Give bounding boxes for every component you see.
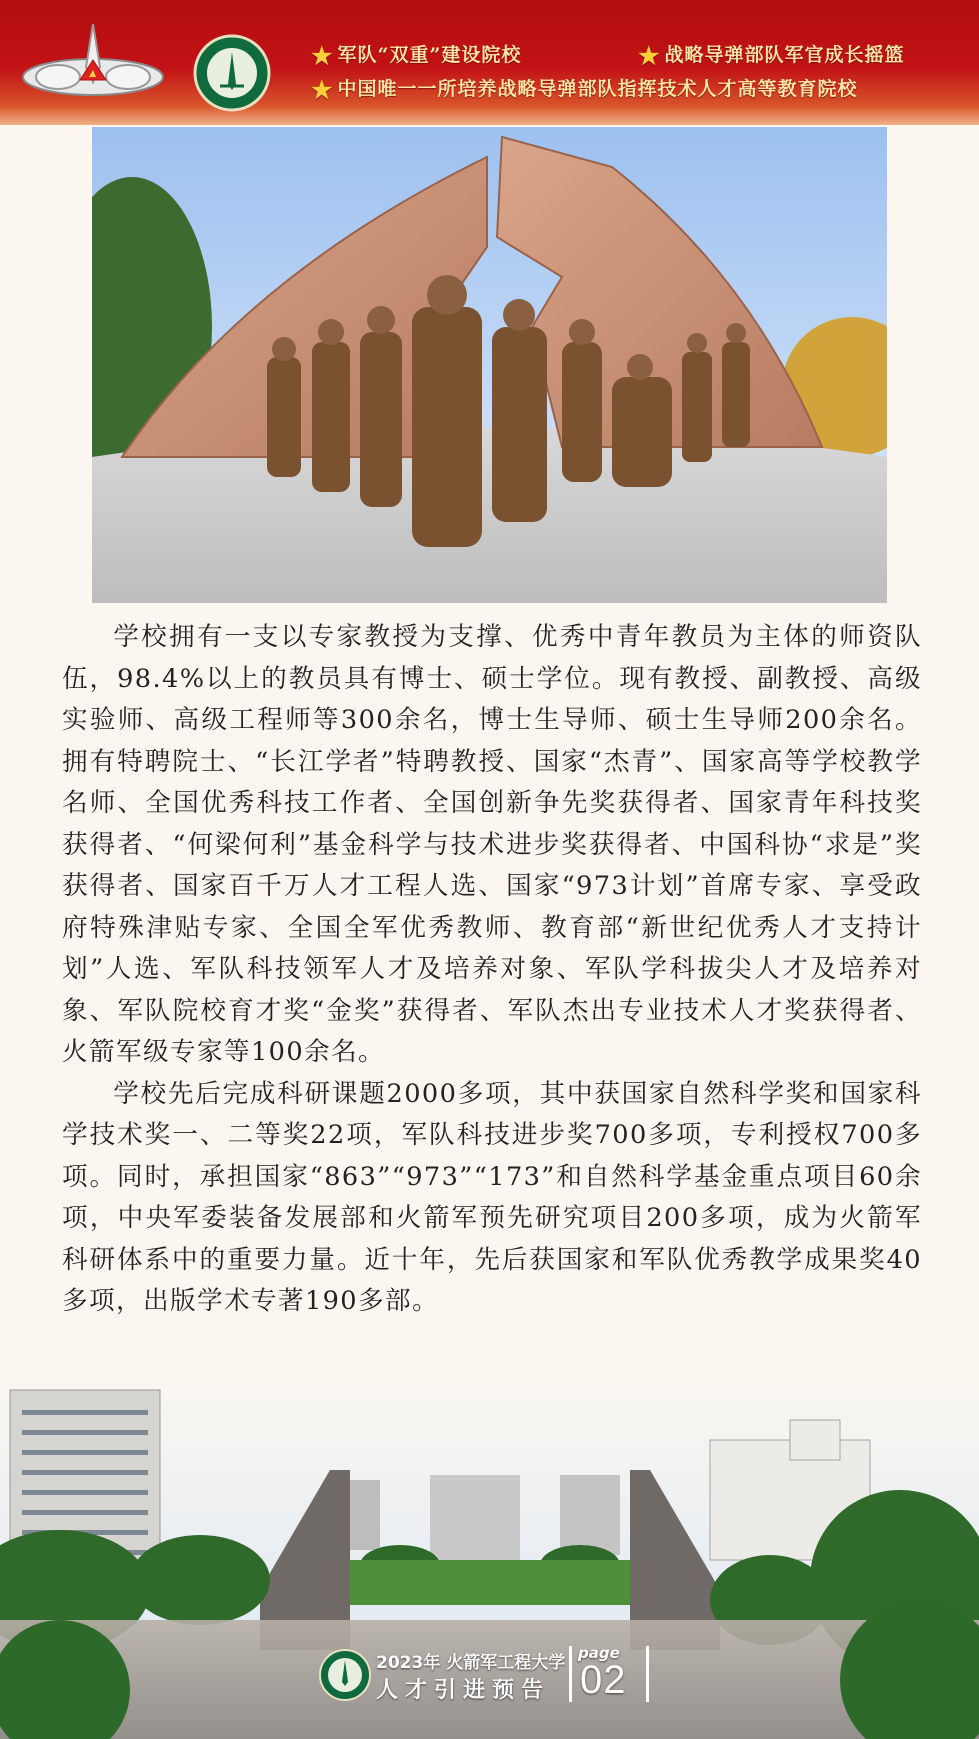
army-emblem-icon [18, 22, 168, 102]
paragraph-research: 学校先后完成科研课题2000多项，其中获国家自然科学奖和国家科学技术奖一、二等奖22项，军队科技进步奖700多项，专利授权700多项。同时，承担国家“863”“973”“173”和自然科学基金重点项目60余项，中央军委装备发展部和火箭军预先研究项目200多项，成为火箭军科研体系中的重要力量。近十年，先后获国家和军队优秀教学成果奖40多项，出版学术专著190多部。 [62, 1078, 922, 1316]
slogan-double-key: ★ 军队“双重”建设院校 [311, 41, 522, 70]
footer-title: 人才引进预告 [376, 1678, 551, 1703]
monument-photo [92, 127, 887, 603]
divider [569, 1646, 572, 1702]
footer-year-line: 2023年 火箭军工程大学 [376, 1653, 566, 1673]
divider [646, 1646, 649, 1702]
article-body [62, 617, 922, 1323]
header-banner [0, 0, 979, 125]
school-seal-icon [318, 1648, 372, 1702]
school-seal-icon [193, 34, 271, 112]
page-label: page [578, 1644, 620, 1662]
slogan-officer-cradle: ★ 战略导弹部队军官成长摇篮 [638, 41, 905, 70]
slogan-unique-institution: ★ 中国唯一一所培养战略导弹部队指挥技术人才高等教育院校 [311, 75, 858, 104]
page-number: 02 [580, 1658, 627, 1702]
footer-badge [318, 1642, 648, 1712]
star-icon: ★ [311, 75, 334, 104]
paragraph-faculty: 学校拥有一支以专家教授为支撑、优秀中青年教员为主体的师资队伍，98.4%以上的教员具有博士、硕士学位。现有教授、副教授、高级实验师、高级工程师等300余名，博士生导师、硕士生导师200余名。拥有特聘院士、“长江学者”特聘教授、国家“杰青”、国家高等学校教学名师、全国优秀科技工作者、全国创新争先奖获得者、国家青年科技奖获得者、“何梁何利”基金科学与技术进步奖获得者、中国科协“求是”奖获得者、国家百千万人才工程人选、国家“973计划”首席专家、享受政府特殊津贴专家、全国全军优秀教师、教育部“新世纪优秀人才支持计划”人选、军队科技领军人才及培养对象、军队学科拔尖人才及培养对象、军队院校育才奖“金奖”获得者、军队杰出专业技术人才奖获得者、火箭军级专家等100余名。 [62, 622, 922, 1067]
star-icon: ★ [311, 41, 334, 70]
star-icon: ★ [638, 41, 661, 70]
